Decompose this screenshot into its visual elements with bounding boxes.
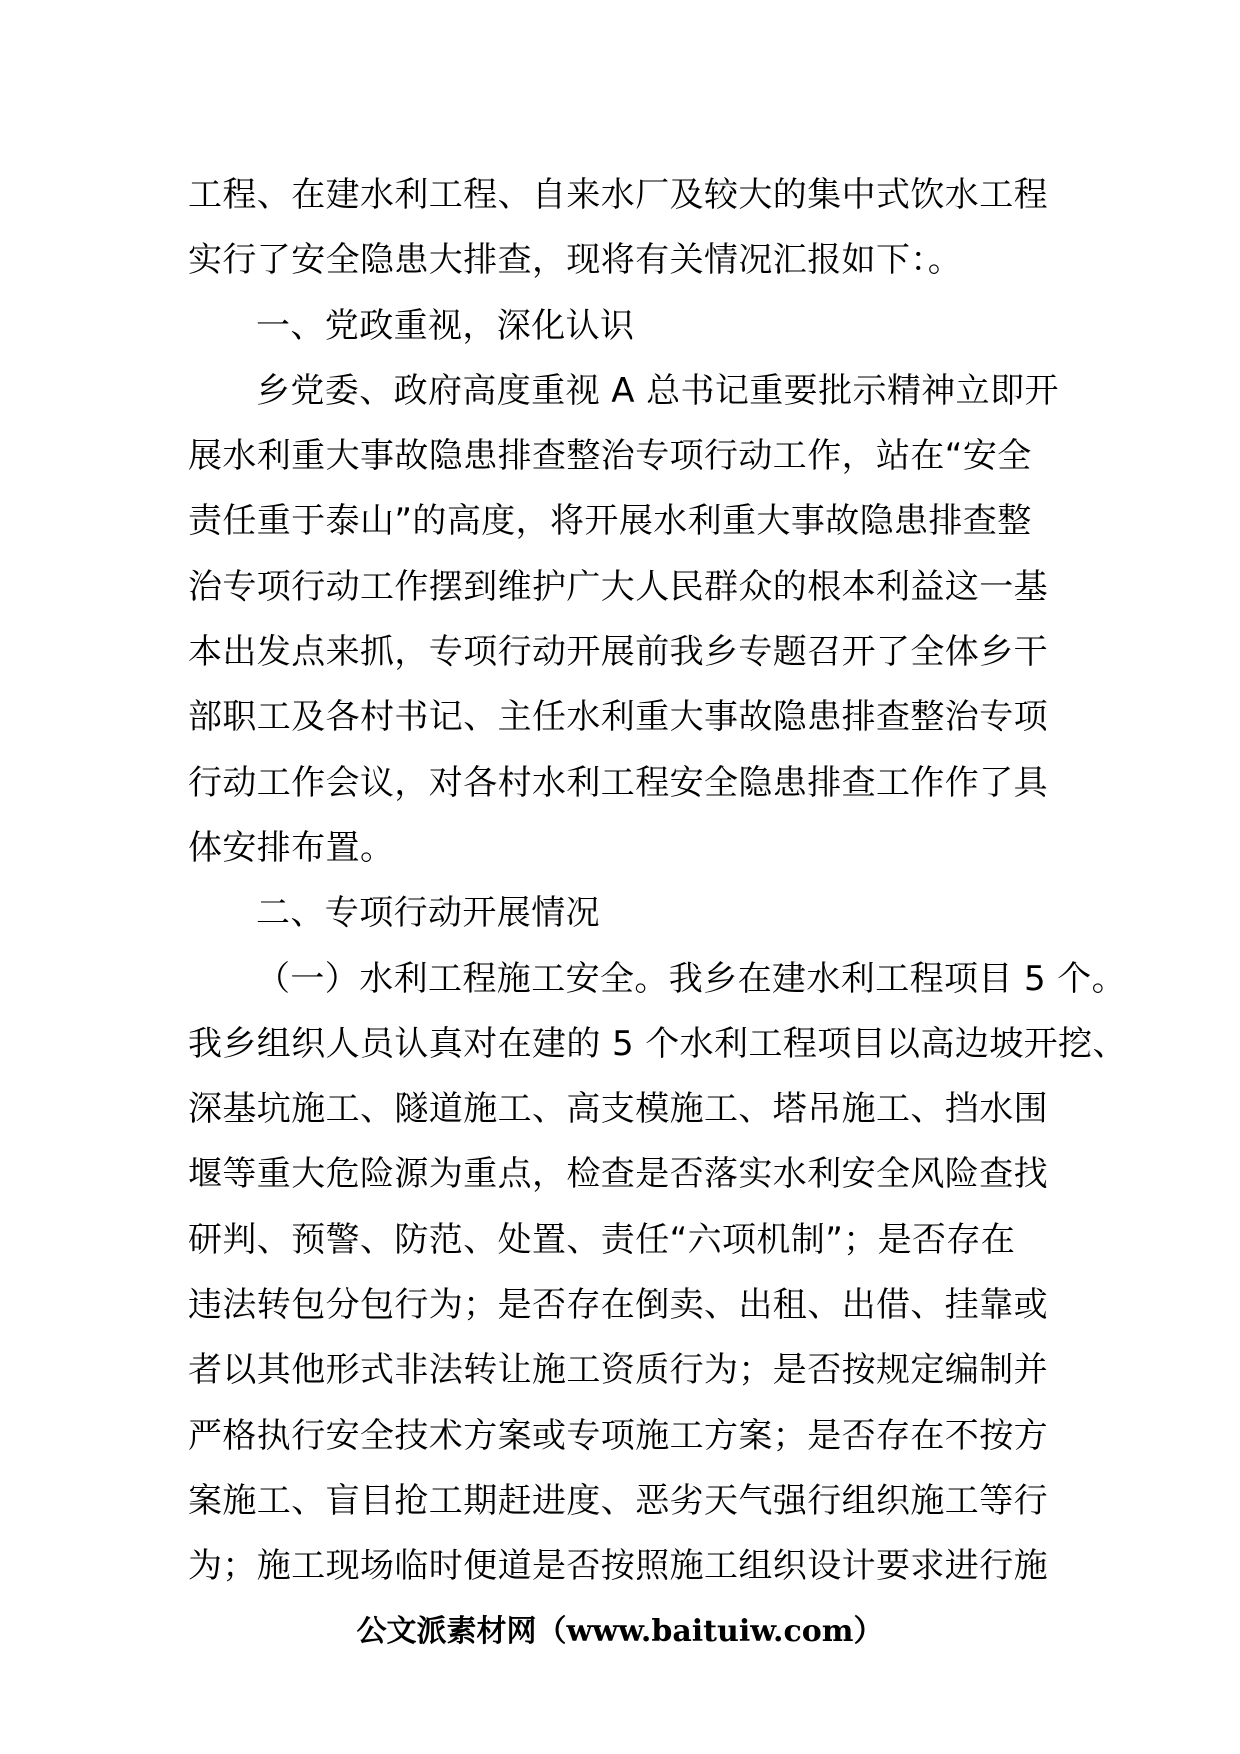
document-line: 工程、在建水利工程、自来水厂及较大的集中式饮水工程 xyxy=(188,175,1048,215)
document-line: 责任重于泰山”的高度，将开展水利重大事故隐患排查整 xyxy=(188,501,1032,542)
document-line: 体安排布置。 xyxy=(188,827,395,868)
document-line: 案施工、盲目抢工期赶进度、恶劣天气强行组织施工等行 xyxy=(188,1480,1048,1521)
footer-watermark: 公文派素材网（www.baituiw.com） xyxy=(356,1614,884,1649)
document-line: 行动工作会议，对各村水利工程安全隐患排查工作作了具 xyxy=(188,762,1048,803)
document-body xyxy=(188,163,1127,1600)
document-line: 治专项行动工作摆到维护广大人民群众的根本利益这一基 xyxy=(188,566,1048,607)
document-line: 者以其他形式非法转让施工资质行为；是否按规定编制并 xyxy=(188,1350,1048,1391)
document-line: 研判、预警、防范、处置、责任“六项机制”；是否存在 xyxy=(188,1219,1016,1260)
document-line: （一）水利工程施工安全。我乡在建水利工程项目 5 个。 xyxy=(256,958,1127,999)
document-line: 实行了安全隐患大排查，现将有关情况汇报如下：。 xyxy=(188,240,963,281)
document-line: 一、党政重视，深化认识 xyxy=(256,305,635,346)
document-line: 二、专项行动开展情况 xyxy=(256,893,600,934)
document-line: 堰等重大危险源为重点，检查是否落实水利安全风险查找 xyxy=(188,1154,1048,1195)
document-line: 严格执行安全技术方案或专项施工方案；是否存在不按方 xyxy=(188,1415,1048,1456)
document-line: 我乡组织人员认真对在建的 5 个水利工程项目以高边坡开挖、 xyxy=(188,1023,1127,1064)
document-line: 本出发点来抓，专项行动开展前我乡专题召开了全体乡干 xyxy=(188,632,1048,673)
document-line: 违法转包分包行为；是否存在倒卖、出租、出借、挂靠或 xyxy=(188,1285,1048,1326)
document-line: 展水利重大事故隐患排查整治专项行动工作，站在“安全 xyxy=(188,436,1032,477)
document-line: 为；施工现场临时便道是否按照施工组织设计要求进行施 xyxy=(188,1546,1048,1587)
document-line: 乡党委、政府高度重视 A 总书记重要批示精神立即开 xyxy=(256,370,1059,411)
document-line: 部职工及各村书记、主任水利重大事故隐患排查整治专项 xyxy=(188,697,1048,738)
document-line: 深基坑施工、隧道施工、高支模施工、塔吊施工、挡水围 xyxy=(188,1089,1048,1130)
